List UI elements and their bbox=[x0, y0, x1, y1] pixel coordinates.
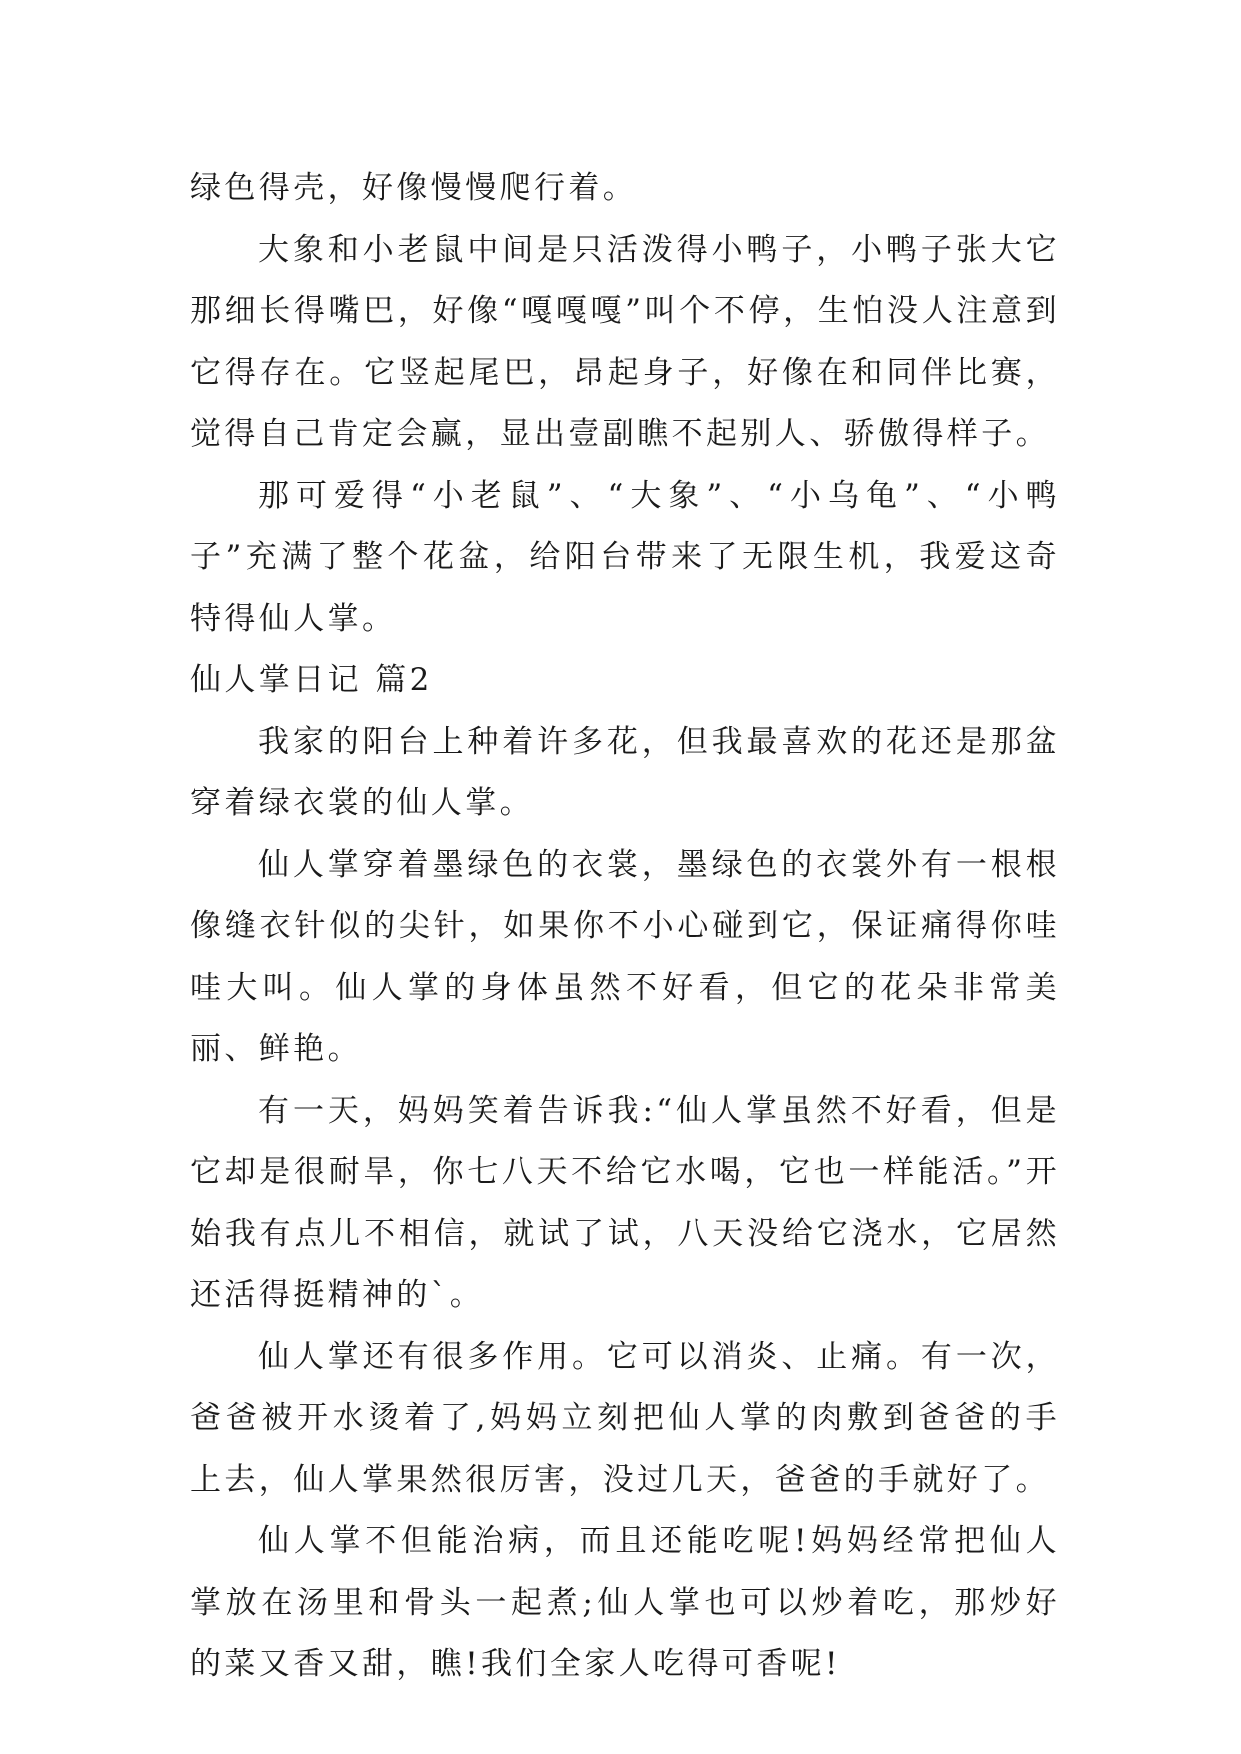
paragraph-uses: 仙人掌还有很多作用。它可以消炎、止痛。有一次，爸爸被开水烫着了,妈妈立刻把仙人掌的肉敷到爸爸的手上去，仙人掌果然很厉害，没过几天，爸爸的手就好了。 bbox=[190, 1338, 1060, 1498]
paragraph-appearance: 仙人掌穿着墨绿色的衣裳，墨绿色的衣裳外有一根根像缝衣针似的尖针，如果你不小心碰到它，保证痛得你哇哇大叫。仙人掌的身体虽然不好看，但它的花朵非常美丽、鲜艳。 bbox=[190, 846, 1060, 1067]
paragraph-intro: 我家的阳台上种着许多花，但我最喜欢的花还是那盆穿着绿衣裳的仙人掌。 bbox=[190, 723, 1060, 821]
paragraph-drought: 有一天，妈妈笑着告诉我:“仙人掌虽然不好看，但是它却是很耐旱，你七八天不给它水喝，它也一样能活。”开始我有点儿不相信，就试了试，八天没给它浇水，它居然还活得挺精神的`。 bbox=[190, 1092, 1060, 1313]
paragraph-conclusion: 那可爱得“小老鼠”、“大象”、“小乌龟”、“小鸭子”充满了整个花盆，给阳台带来了无限生机，我爱这奇特得仙人掌。 bbox=[190, 477, 1060, 637]
paragraph-continuation: 绿色得壳，好像慢慢爬行着。 bbox=[190, 170, 638, 206]
section-title: 仙人掌日记 篇2 bbox=[190, 662, 433, 698]
paragraph-duck: 大象和小老鼠中间是只活泼得小鸭子，小鸭子张大它那细长得嘴巴，好像“嘎嘎嘎”叫个不停，生怕没人注意到它得存在。它竖起尾巴，昂起身子，好像在和同伴比赛，觉得自己肯定会赢，显出壹副瞧不起别人、骄傲得样子。 bbox=[190, 231, 1060, 452]
paragraph-food: 仙人掌不但能治病，而且还能吃呢!妈妈经常把仙人掌放在汤里和骨头一起煮;仙人掌也可以炒着吃，那炒好的菜又香又甜，瞧!我们全家人吃得可香呢! bbox=[190, 1523, 1060, 1682]
document-body bbox=[190, 158, 1060, 1696]
